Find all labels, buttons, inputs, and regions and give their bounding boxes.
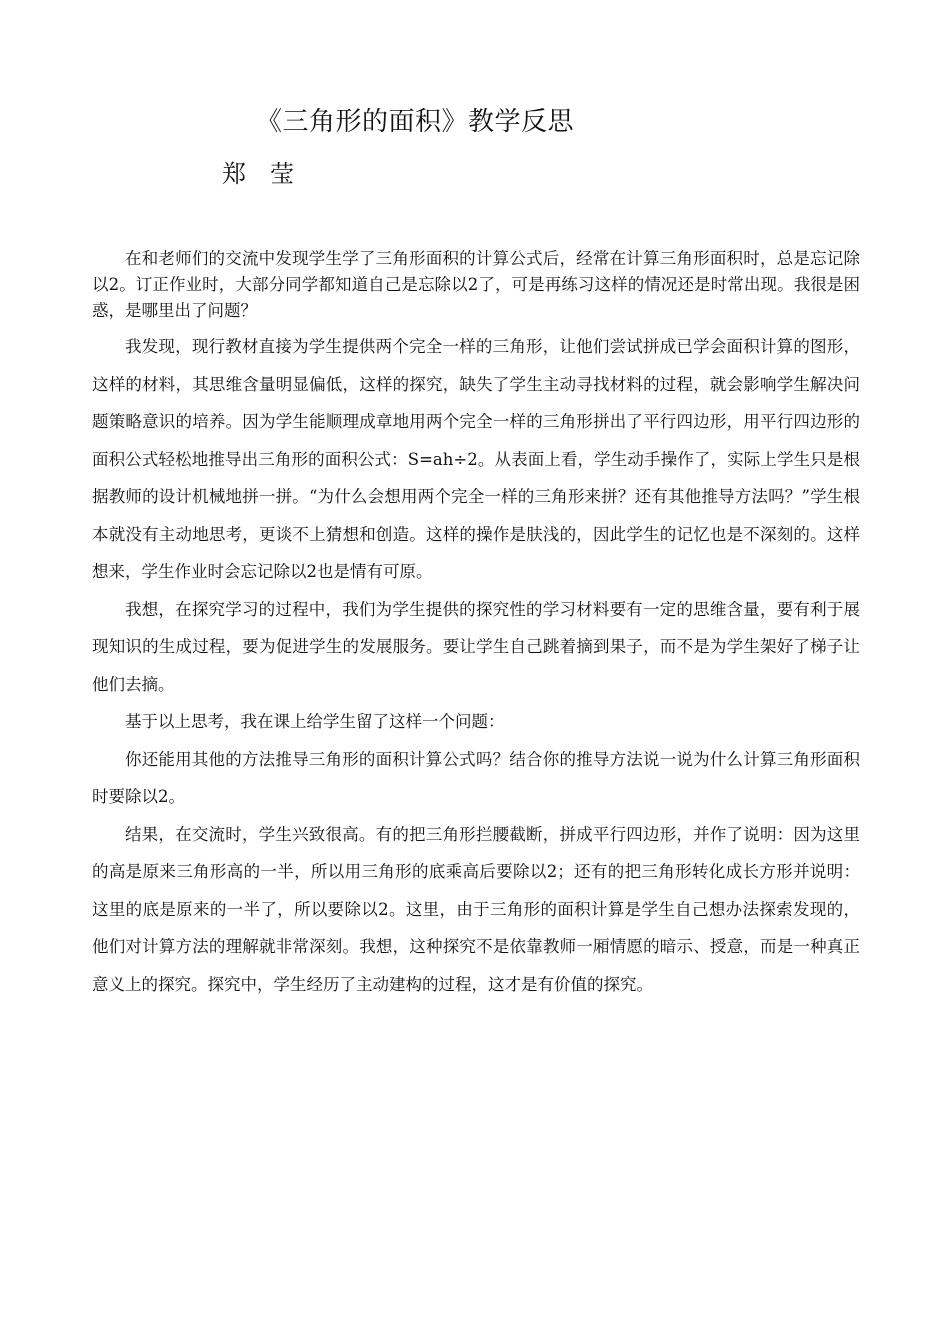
document-body: [92, 246, 860, 1003]
paragraph-4: 基于以上思考，我在课上给学生留了这样一个问题：: [125, 712, 505, 731]
paragraph-6: 结果，在交流时，学生兴致很高。有的把三角形拦腰截断，拼成平行四边形，并作了说明：因为这里的高是原来三角形高的一半，所以用三角形的底乘高后要除以2；还有的把三角形转化成长方形并说明：这里的底是原来的一半了，所以要除以2。这里，由于三角形的面积计算是学生自己想办法探索发现的，他们对计算方法的理解就非常深刻。我想，这种探究不是依靠教师一厢情愿的暗示、授意，而是一种真正意义上的探究。探究中，学生经历了主动建构的过程，这才是有价值的探究。: [92, 824, 860, 994]
paragraph-3: 我想，在探究学习的过程中，我们为学生提供的探究性的学习材料要有一定的思维含量，要有利于展现知识的生成过程，要为促进学生的发展服务。要让学生自己跳着摘到果子，而不是为学生架好了梯子让他们去摘。: [92, 599, 860, 694]
document-author: 郑 莹: [222, 160, 294, 188]
paragraph-1: 在和老师们的交流中发现学生学了三角形面积的计算公式后，经常在计算三角形面积时，总是忘记除以2。订正作业时，大部分同学都知道自己是忘除以2了，可是再练习这样的情况还是时常出现。我很是困惑，是哪里出了问题？: [92, 249, 860, 320]
paragraph-2: 我发现，现行教材直接为学生提供两个完全一样的三角形，让他们尝试拼成已学会面积计算的图形，这样的材料，其思维含量明显偏低，这样的探究，缺失了学生主动寻找材料的过程，就会影响学生解决问题策略意识的培养。因为学生能顺理成章地用两个完全一样的三角形拼出了平行四边形，用平行四边形的面积公式轻松地推导出三角形的面积公式：S=ah÷2。从表面上看，学生动手操作了，实际上学生只是根据教师的设计机械地拼一拼。“为什么会想用两个完全一样的三角形来拼？还有其他推导方法吗？”学生根本就没有主动地思考，更谈不上猜想和创造。这样的操作是肤浅的，因此学生的记忆也是不深刻的。这样想来，学生作业时会忘记除以2也是情有可原。: [92, 337, 860, 581]
paragraph-5: 你还能用其他的方法推导三角形的面积计算公式吗？结合你的推导方法说一说为什么计算三角形面积时要除以2。: [92, 749, 860, 806]
document-title: 《三角形的面积》教学反思: [256, 107, 575, 137]
